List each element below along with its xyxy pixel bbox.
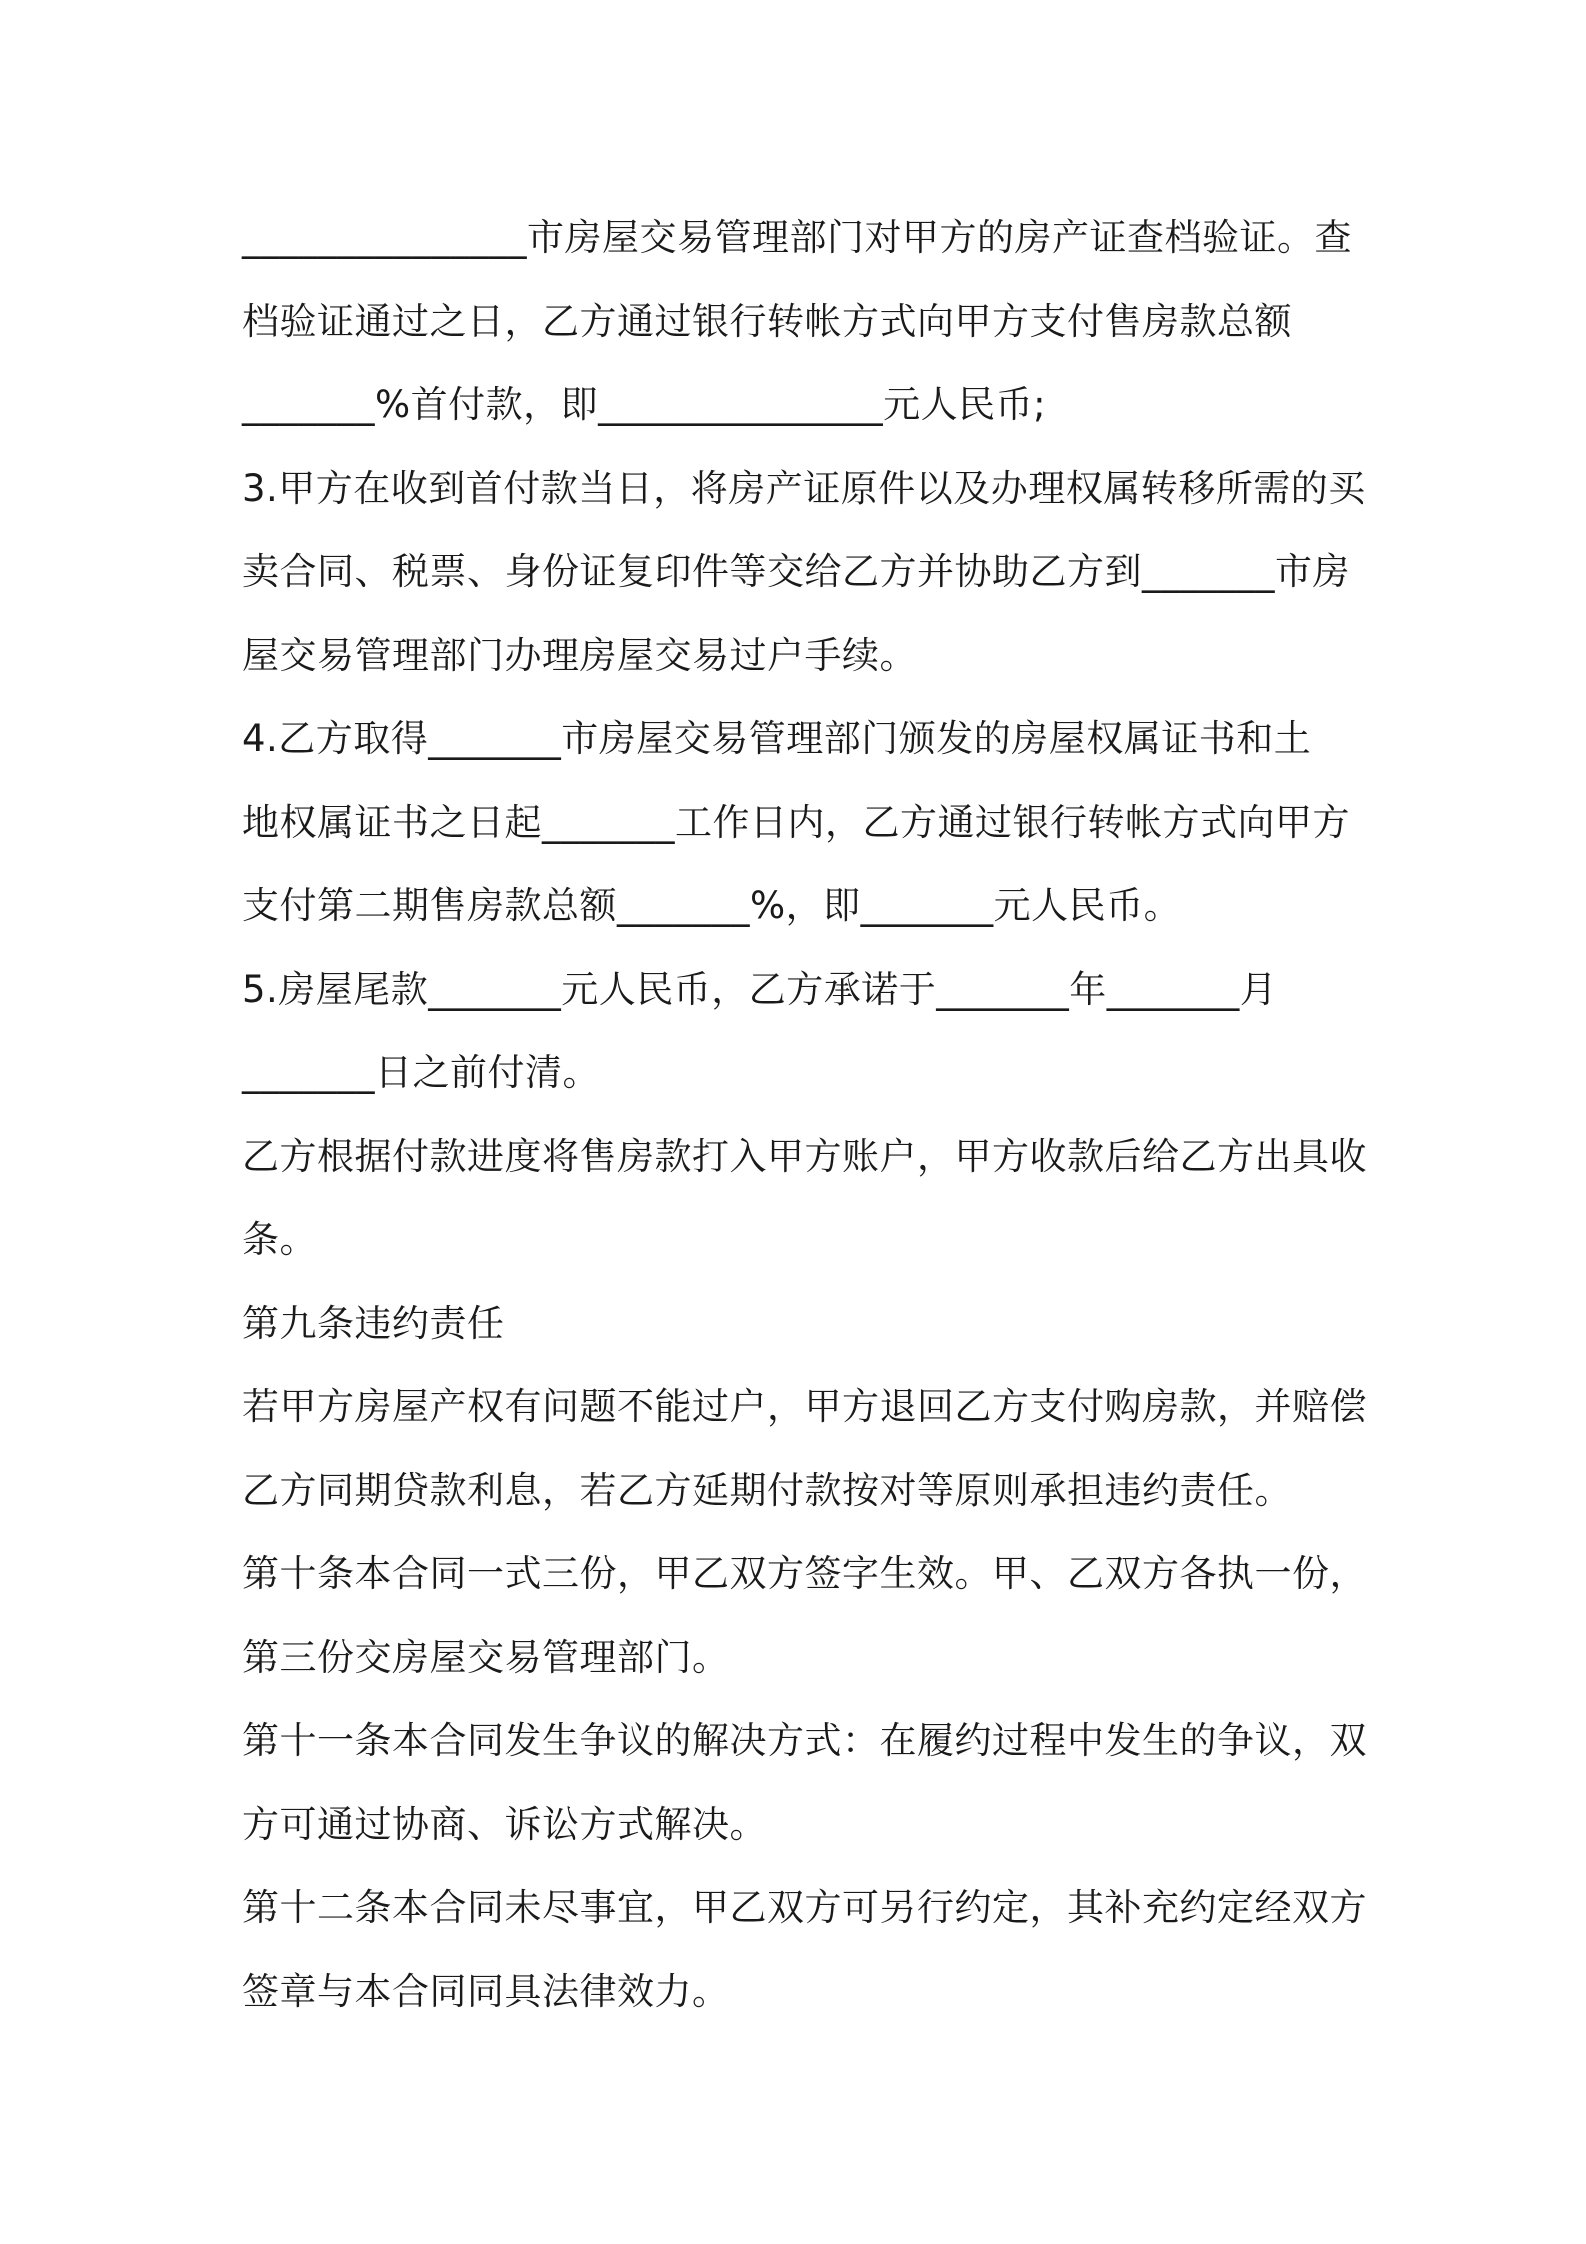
text-line: 第十一条本合同发生争议的解决方式：在履约过程中发生的争议，双: [242, 1719, 1367, 1762]
text-line: 乙方同期贷款利息，若乙方延期付款按对等原则承担违约责任。: [242, 1468, 1292, 1512]
contract-text: [242, 196, 1367, 2033]
text-line: 第十二条本合同未尽事宜，甲乙双方可另行约定，其补充约定经双方: [242, 1886, 1367, 1929]
text-line: _______%首付款，即_______________元人民币;: [242, 383, 1047, 426]
text-line: _______________市房屋交易管理部门对甲方的房产证查档验证。查: [242, 216, 1352, 259]
text-line: 档验证通过之日，乙方通过银行转帐方式向甲方支付售房款总额: [242, 299, 1292, 343]
text-line: 屋交易管理部门办理房屋交易过户手续。: [242, 633, 917, 677]
text-line: _______日之前付清。: [242, 1051, 600, 1094]
text-line: 卖合同、税票、身份证复印件等交给乙方并协助乙方到_______市房: [242, 550, 1350, 593]
text-line: 签章与本合同同具法律效力。: [242, 1969, 730, 2013]
text-line: 5.房屋尾款_______元人民币，乙方承诺于_______年_______月: [242, 967, 1278, 1011]
text-line: 4.乙方取得_______市房屋交易管理部门颁发的房屋权属证书和土: [242, 717, 1312, 760]
text-line: 支付第二期售房款总额_______%，即_______元人民币。: [242, 884, 1182, 927]
text-line: 3.甲方在收到首付款当日，将房产证原件以及办理权属转移所需的买: [242, 466, 1366, 510]
section-heading: 第九条违约责任: [242, 1301, 505, 1345]
text-line: 若甲方房屋产权有问题不能过户，甲方退回乙方支付购房款，并赔偿: [242, 1385, 1367, 1428]
text-line: 方可通过协商、诉讼方式解决。: [242, 1802, 767, 1846]
text-line: 乙方根据付款进度将售房款打入甲方账户，甲方收款后给乙方出具收: [242, 1134, 1367, 1178]
text-line: 条。: [242, 1218, 317, 1261]
text-line: 第十条本合同一式三份，甲乙双方签字生效。甲、乙双方各执一份，: [242, 1552, 1367, 1595]
text-line: 第三份交房屋交易管理部门。: [242, 1635, 730, 1679]
text-line: 地权属证书之日起_______工作日内，乙方通过银行转帐方式向甲方: [242, 800, 1350, 844]
